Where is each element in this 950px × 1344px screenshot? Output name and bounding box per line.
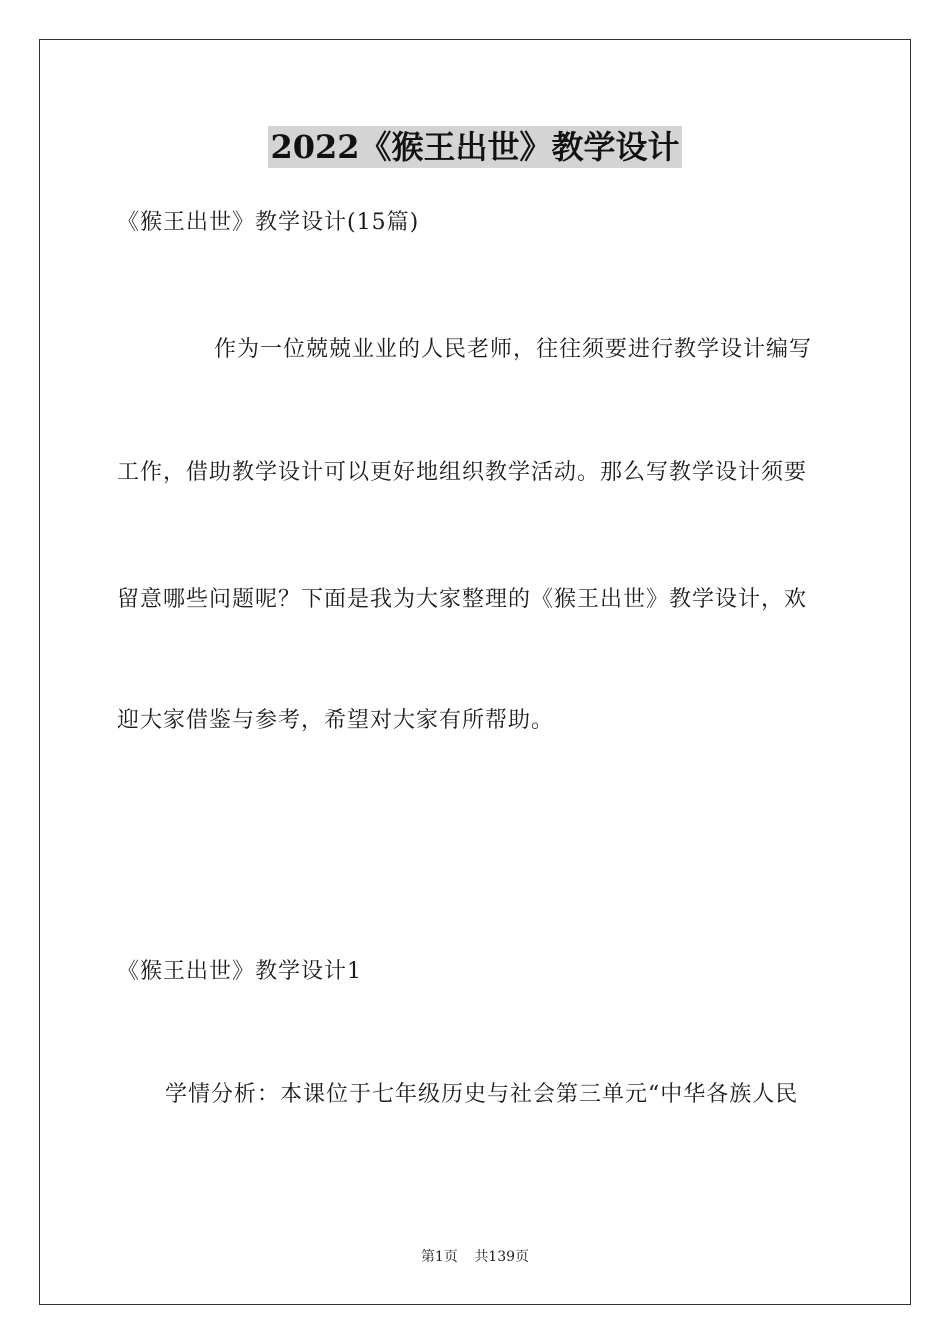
title-container [0, 126, 950, 168]
section-heading: 《猴王出世》教学设计1 [117, 959, 362, 984]
document-subtitle: 《猴王出世》教学设计(15篇) [117, 210, 420, 235]
page-footer [0, 1247, 950, 1267]
intro-paragraph-line-4: 迎大家借鉴与参考，希望对大家有所帮助。 [117, 708, 555, 733]
page-number: 第1页 [420, 1249, 458, 1265]
section-paragraph-line-1: 学情分析：本课位于七年级历史与社会第三单元“中华各族人民 [165, 1082, 799, 1107]
document-title: 2022《猴王出世》教学设计 [270, 128, 680, 166]
page-total: 共139页 [474, 1249, 530, 1265]
intro-paragraph-line-1: 作为一位兢兢业业的人民老师，往往须要进行教学设计编写 [214, 337, 813, 362]
intro-paragraph-line-2: 工作，借助教学设计可以更好地组织教学活动。那么写教学设计须要 [117, 460, 808, 485]
intro-paragraph-line-3: 留意哪些问题呢？下面是我为大家整理的《猴王出世》教学设计，欢 [117, 587, 808, 612]
